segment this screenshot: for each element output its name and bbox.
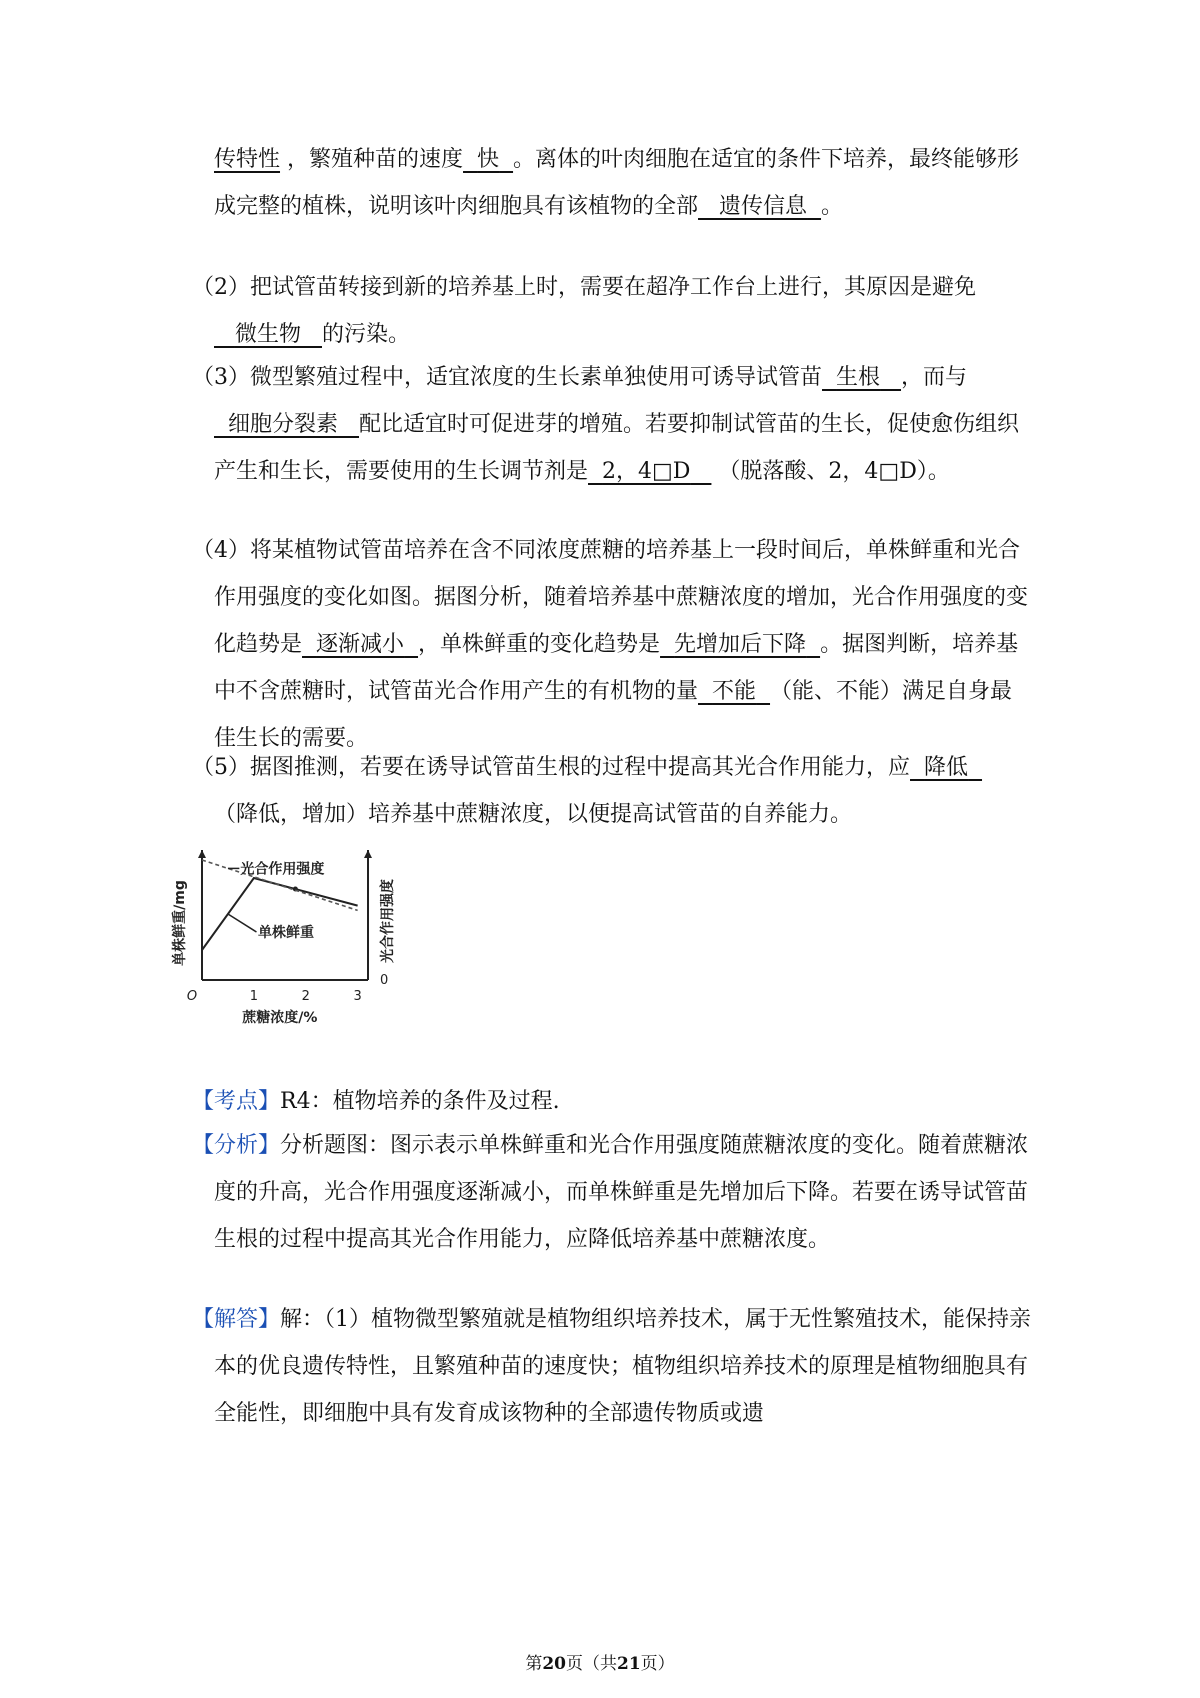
right-origin-label: 0 [380,973,389,988]
question-number: （5） [192,755,250,780]
answer-blank: 遗传信息 [719,194,808,219]
x-tick-label: 3 [353,989,362,1004]
answer-blank: 快 [477,147,500,172]
answer-blank: 生根 [836,365,881,390]
question-number: （3） [192,365,250,390]
fenxi-section: 【分析】分析题图：图示表示单株鲜重和光合作用强度随蔗糖浓度的变化。随着蔗糖浓度的升高，光合作用强度逐渐减小，而单株鲜重是先增加后下降。若要在诱导试管苗生根的过程中提高其光合作用能力，应降低培养基中蔗糖浓度。 [192,1133,1029,1252]
answer-blank: 2，4□D [602,459,691,484]
answer-blank: 降低 [924,755,969,780]
origin-label: O [186,989,198,1004]
answer-blank: 传特性 [214,147,281,172]
section-tag: 【考点】 [192,1089,281,1114]
x-tick-label: 2 [301,989,310,1004]
page-total: 21 [617,1654,641,1674]
x-tick-label: 1 [249,989,259,1004]
answer-blank: 不能 [712,679,757,704]
series-label-photosynthesis: 光合作用强度 [240,861,325,878]
answer-blank: 逐渐减小 [316,632,405,657]
sucrose-chart [168,840,428,1040]
question-4: （4）将某植物试管苗培养在含不同浓度蔗糖的培养基上一段时间后，单株鲜重和光合作用强度的变化如图。据图分析，随着培养基中蔗糖浓度的增加，光合作用强度的变化趋势是 逐渐减小 ，单株鲜重的变化趋势是 先增加后下降 。据图判断，培养基中不含蔗糖时，试管苗光合作用产生的有机物的量 不能 （能、不能）满足自身最佳生长的需要。 [192,538,1029,751]
right-axis-arrow [364,850,372,858]
page-footer: 第20页（共21页） [525,1654,675,1674]
kaodian-section: 【考点】R4：植物培养的条件及过程. [192,1089,560,1114]
answer-blank: 先增加后下降 [674,632,807,657]
jieda-section: 【解答】解：（1）植物微型繁殖就是植物组织培养技术，属于无性繁殖技术，能保持亲本的优良遗传特性，且繁殖种苗的速度快；植物组织培养技术的原理是植物细胞具有全能性，即细胞中具有发育成该物种的全部遗传物质或遗 [192,1307,1032,1426]
section-tag: 【解答】 [192,1307,281,1332]
question-3: （3）微型繁殖过程中，适宜浓度的生长素单独使用可诱导试管苗 生根 ，而与 细胞分裂素 配比适宜时可促进芽的增殖。若要抑制试管苗的生长，促使愈伤组织产生和生长，需要使用的生长调节剂是 2，4□D （脱落酸、2，4□D）。 [192,365,1020,484]
answer-blank: 细胞分裂素 [228,412,339,437]
label-leader [228,914,257,932]
x-axis-label: 蔗糖浓度/% [242,1010,318,1026]
left-axis-arrow [198,850,206,858]
series-label-fresh-weight: 单株鲜重 [258,925,315,941]
q1-continuation: 传特性 ，繁殖种苗的速度 快 。离体的叶肉细胞在适宜的条件下培养，最终能够形成完整的植株，说明该叶肉细胞具有该植物的全部 遗传信息 。 [214,147,1020,219]
question-5: （5）据图推测，若要在诱导试管苗生根的过程中提高其光合作用能力，应 降低 （降低，增加）培养基中蔗糖浓度，以便提高试管苗的自养能力。 [192,744,1032,838]
page-number: 20 [542,1654,566,1674]
answer-blank: 微生物 [234,322,301,347]
section-tag: 【分析】 [192,1133,281,1158]
question-number: （4） [192,538,250,563]
question-2: （2）把试管苗转接到新的培养基上时，需要在超净工作台上进行，其原因是避免 微生物 的污染。 [192,275,977,347]
right-axis-label: 光合作用强度 [380,879,396,963]
question-number: （2） [192,275,250,300]
left-axis-label: 单株鲜重/mg [172,880,188,966]
